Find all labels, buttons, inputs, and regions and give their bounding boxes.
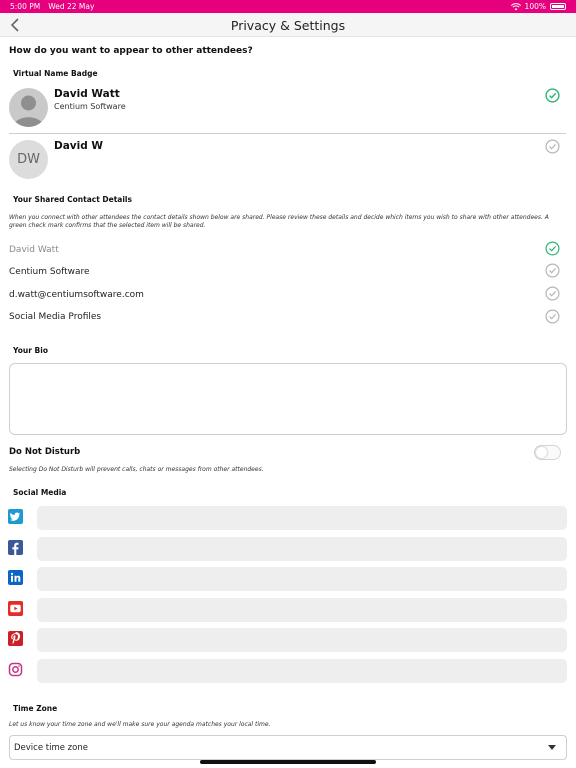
appearance-question: How do you want to appear to other attendees?	[9, 46, 253, 56]
avatar-initials[interactable]: DW	[9, 140, 48, 179]
instagram-input[interactable]	[37, 659, 567, 683]
dnd-label: Do Not Disturb	[9, 447, 81, 457]
contact-company-check-icon[interactable]	[545, 263, 560, 278]
pinterest-input[interactable]	[37, 628, 567, 652]
youtube-icon	[8, 601, 23, 616]
facebook-icon	[8, 540, 23, 555]
battery-percent: 100%	[524, 2, 546, 11]
status-date: Wed 22 May	[48, 2, 95, 11]
badge-divider	[9, 133, 566, 134]
badge-heading: Virtual Name Badge	[13, 69, 98, 78]
timezone-help-text: Let us know your time zone and we'll make sure your agenda matches your local time.	[9, 721, 271, 728]
wifi-icon	[511, 3, 521, 11]
dnd-help-text: Selecting Do Not Disturb will prevent calls, chats or messages from other attendees.	[9, 466, 264, 473]
avatar-photo[interactable]	[9, 88, 48, 127]
contact-name-check-icon[interactable]	[545, 241, 560, 256]
home-indicator	[200, 760, 376, 764]
bio-textarea[interactable]	[9, 363, 567, 435]
badge-full-name[interactable]: David Watt	[54, 88, 120, 100]
contact-item-name[interactable]: David Watt	[9, 245, 59, 255]
timezone-value: Device time zone	[14, 743, 88, 753]
contact-heading: Your Shared Contact Details	[13, 195, 132, 204]
badge-full-check-icon[interactable]	[545, 88, 560, 103]
badge-organization: Centium Software	[54, 102, 126, 111]
status-bar	[0, 0, 576, 13]
nav-bar	[0, 13, 576, 37]
pinterest-icon	[8, 631, 23, 646]
instagram-icon	[8, 662, 23, 677]
caret-down-icon	[548, 745, 556, 750]
contact-info-text: When you connect with other attendees the contact details shown below are shared. Please review these details and decide which items you wish to share with other attendees. A green check mark confirms that the selected item will be shared.	[9, 214, 549, 230]
contact-email-check-icon[interactable]	[545, 286, 560, 301]
social-heading: Social Media	[13, 488, 67, 497]
timezone-select[interactable]	[9, 735, 567, 760]
contact-item-company[interactable]: Centium Software	[9, 267, 90, 277]
battery-icon	[550, 3, 566, 10]
linkedin-icon	[8, 570, 23, 585]
twitter-input[interactable]	[37, 506, 567, 530]
facebook-input[interactable]	[37, 537, 567, 561]
status-time: 5:00 PM	[10, 2, 41, 11]
bio-heading: Your Bio	[13, 346, 48, 355]
dnd-toggle[interactable]	[534, 445, 561, 460]
contact-item-email[interactable]: d.watt@centiumsoftware.com	[9, 290, 144, 300]
timezone-heading: Time Zone	[13, 704, 58, 713]
contact-social-check-icon[interactable]	[545, 309, 560, 324]
person-silhouette-icon	[9, 88, 48, 127]
twitter-icon	[8, 509, 23, 524]
badge-short-name[interactable]: David W	[54, 140, 103, 152]
contact-item-social[interactable]: Social Media Profiles	[9, 312, 102, 322]
linkedin-input[interactable]	[37, 567, 567, 591]
page-title: Privacy & Settings	[230, 18, 346, 33]
badge-short-check-icon[interactable]	[545, 139, 560, 154]
youtube-input[interactable]	[37, 598, 567, 622]
